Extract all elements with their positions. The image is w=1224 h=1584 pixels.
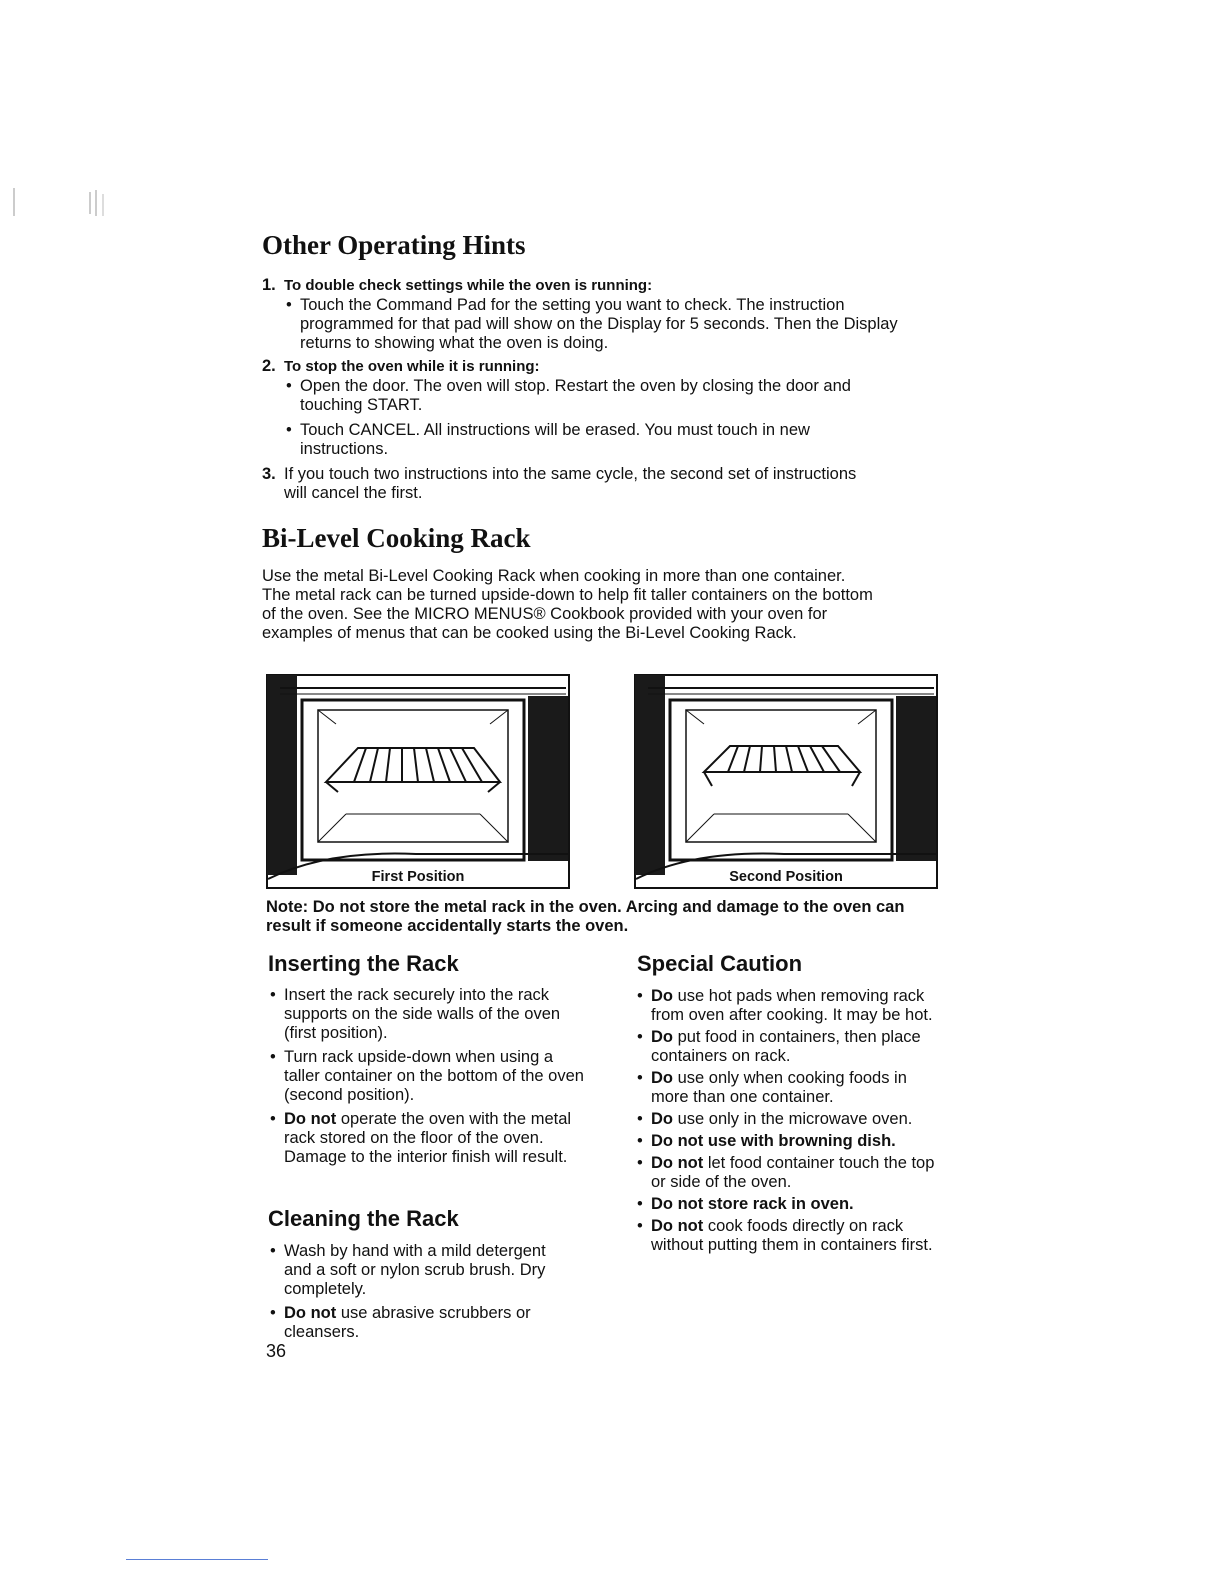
list-item: • Do put food in containers, then place containers on rack. <box>635 1028 935 1066</box>
list-item: • Do not store rack in oven. <box>635 1195 935 1214</box>
hint-number: 2. <box>262 357 276 375</box>
hint-number: 3. <box>262 465 276 483</box>
heading-inserting-the-rack: Inserting the Rack <box>268 951 459 976</box>
figure-first-position <box>266 674 570 889</box>
list-item: • Do use only in the microwave oven. <box>635 1110 935 1129</box>
list-item: • Do not use abrasive scrubbers or cleansers. <box>268 1304 564 1342</box>
hint-item-1 <box>262 276 922 353</box>
list-item: • Do not use with browning dish. <box>635 1132 935 1151</box>
inserting-rack-list <box>268 986 588 1167</box>
heading-bi-level-cooking-rack: Bi-Level Cooking Rack <box>262 523 531 553</box>
heading-other-operating-hints: Other Operating Hints <box>262 230 526 260</box>
operating-hints-list <box>262 276 922 503</box>
scan-edge-line <box>126 1559 268 1560</box>
list-item: • Insert the rack securely into the rack supports on the side walls of the oven (first position). <box>268 986 588 1043</box>
heading-cleaning-the-rack: Cleaning the Rack <box>268 1206 459 1231</box>
hint-item-2 <box>262 357 922 459</box>
hint-lead: To stop the oven while it is running: <box>284 358 540 375</box>
list-item: • Wash by hand with a mild detergent and a soft or nylon scrub brush. Dry completely. <box>268 1242 558 1299</box>
hint-lead: To double check settings while the oven is running: <box>284 277 653 294</box>
hint-bullet: • Touch CANCEL. All instructions will be erased. You must touch in new instructions. <box>284 421 890 459</box>
list-item: • Turn rack upside-down when using a taller container on the bottom of the oven (second position). <box>268 1048 584 1105</box>
figure-caption: First Position <box>371 869 465 885</box>
hint-bullet: • Open the door. The oven will stop. Restart the oven by closing the door and touching START. <box>284 377 860 415</box>
rack-storage-note: Note: Do not store the metal rack in the oven. Arcing and damage to the oven can result if someone accidentally starts the oven. <box>266 898 905 935</box>
bi-level-rack-paragraph: Use the metal Bi-Level Cooking Rack when cooking in more than one container. The metal rack can be turned upside-down to help fit taller containers on the bottom of the oven. See the MICRO MENUS® Cookbook provided with your oven for examples of menus that can be cooked using the Bi-Level Cooking Rack. <box>262 567 873 642</box>
list-item: • Do not operate the oven with the metal rack stored on the floor of the oven. Damage to the interior finish will result. <box>268 1110 584 1167</box>
list-item: • Do not let food container touch the top or side of the oven. <box>635 1154 935 1192</box>
heading-special-caution: Special Caution <box>637 951 803 976</box>
hint-item-3 <box>262 465 864 503</box>
page-number: 36 <box>266 1341 287 1361</box>
list-item: • Do use hot pads when removing rack from oven after cooking. It may be hot. <box>635 987 935 1025</box>
scan-artifact-marks <box>12 188 122 218</box>
figure-second-position <box>634 674 938 889</box>
hint-number: 1. <box>262 276 276 294</box>
list-item: • Do use only when cooking foods in more than one container. <box>635 1069 935 1107</box>
special-caution-list <box>635 987 935 1255</box>
oven-rack-illustration <box>266 674 570 889</box>
list-item: • Do not cook foods directly on rack without putting them in containers first. <box>635 1217 935 1255</box>
figure-caption: Second Position <box>729 869 843 885</box>
oven-rack-illustration <box>634 674 938 889</box>
hint-text: If you touch two instructions into the same cycle, the second set of instructions will cancel the first. <box>284 465 857 502</box>
cleaning-rack-list <box>268 1242 558 1342</box>
hint-bullet: • Touch the Command Pad for the setting you want to check. The instruction programmed for that pad will show on the Display for 5 seconds. Then the Display returns to showing what the oven is doing. <box>284 296 922 353</box>
